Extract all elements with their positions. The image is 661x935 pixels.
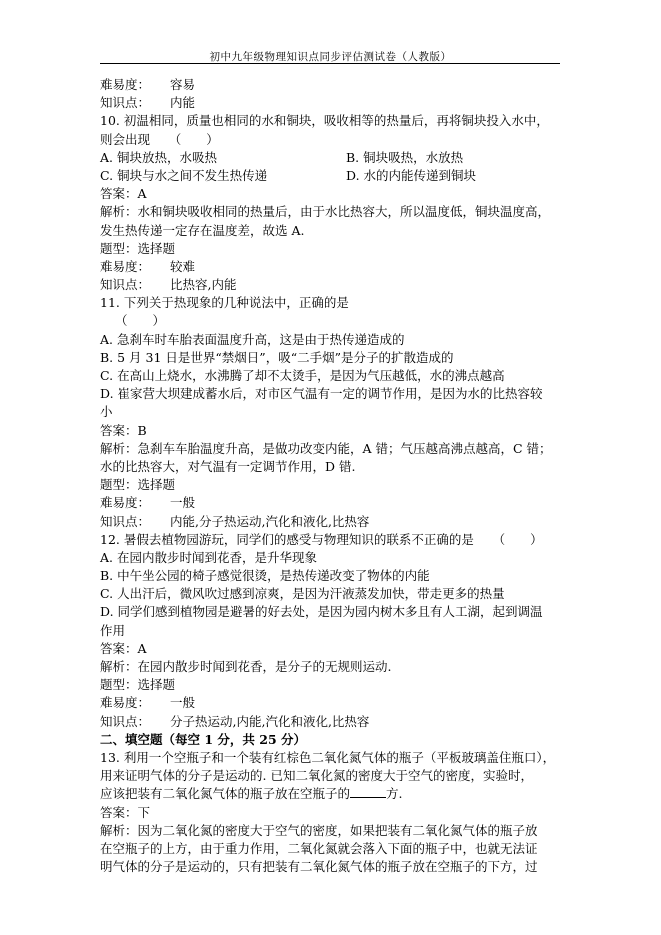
- q10-analysis-line2: 发生热传递一定存在温度差，故选 A.: [100, 222, 305, 238]
- q10-option-a: A. 铜块放热，水吸热: [100, 149, 217, 165]
- q11-option-d-line2: 小: [100, 404, 113, 420]
- q10-answer: 答案：A: [100, 186, 147, 202]
- q11-stem-line2: （ ）: [115, 313, 166, 329]
- q10-knowledge: 知识点： 比热容,内能: [100, 277, 237, 293]
- q13-stem-line1: 13. 利用一个空瓶子和一个装有红棕色二氧化氮气体的瓶子（平板玻璃盖住瓶口），: [100, 749, 556, 765]
- q11-analysis-line1: 解析：急刹车车胎温度升高，是做功改变内能，A 错；气压越高沸点越高，C 错；: [100, 440, 552, 456]
- q11-analysis-line2: 水的比热容大，对气温有一定调节作用，D 错.: [100, 458, 356, 474]
- q9-knowledge: 知识点： 内能: [100, 95, 196, 111]
- q13-stem-line3: 应该把装有二氧化氮气体的瓶子放在空瓶子的 方.: [100, 786, 403, 802]
- q10-options-ab: [100, 149, 565, 167]
- q12-analysis: 解析：在园内散步时闻到花香，是分子的无规则运动.: [100, 659, 392, 674]
- document-body: [100, 76, 565, 876]
- q11-stem-line1: 11. 下列关于热现象的几种说法中，正确的是: [100, 295, 349, 311]
- q10-option-d: D. 水的内能传递到铜块: [346, 167, 477, 183]
- q12-option-a: A. 在园内散步时闻到花香，是升华现象: [100, 549, 317, 565]
- answer-blank: [350, 785, 386, 798]
- q12-option-b: B. 中午坐公园的椅子感觉很烫，是热传递改变了物体的内能: [100, 568, 430, 584]
- q12-stem: 12. 暑假去植物园游玩，同学们的感受与物理知识的联系不正确的是 （ ）: [100, 531, 543, 547]
- q13-analysis-line2: 在空瓶子的上方，由于重力作用，二氧化氮就会落入下面的瓶子中，也就无法证: [100, 840, 538, 856]
- q11-type: 题型：选择题: [100, 477, 176, 493]
- q12-difficulty: 难易度： 一般: [100, 695, 196, 711]
- section-title-fill-in: 二、填空题（每空 1 分，共 25 分）: [100, 731, 307, 747]
- q10-option-c: C. 铜块与水之间不发生热传递: [100, 167, 268, 183]
- q9-difficulty: 难易度： 容易: [100, 77, 196, 92]
- q13-answer: 答案：下: [100, 804, 151, 820]
- q12-option-d-line1: D. 同学们感到植物园是避暑的好去处，是因为园内树木多且有人工湖，起到调温: [100, 604, 543, 620]
- q12-type: 题型：选择题: [100, 677, 176, 693]
- q10-difficulty: 难易度： 较难: [100, 258, 196, 274]
- header-rule: [100, 63, 560, 64]
- q12-answer: 答案：A: [100, 640, 147, 656]
- q11-knowledge: 知识点： 内能,分子热运动,汽化和液化,比热容: [100, 513, 370, 529]
- q12-option-c: C. 人出汗后，微风吹过感到凉爽，是因为汗液蒸发加快，带走更多的热量: [100, 586, 505, 602]
- q10-stem-line2: 则会出现 （ ）: [100, 131, 219, 147]
- q12-knowledge: 知识点： 分子热运动,内能,汽化和液化,比热容: [100, 713, 370, 729]
- q11-option-a: A. 急刹车时车胎表面温度升高，这是由于热传递造成的: [100, 331, 405, 347]
- q10-type: 题型：选择题: [100, 240, 176, 256]
- q11-option-c: C. 在高山上烧水，水沸腾了却不太烫手，是因为气压越低，水的沸点越高: [100, 368, 505, 383]
- q11-option-d-line1: D. 崔家营大坝建成蓄水后，对市区气温有一定的调节作用，是因为水的比热容较: [100, 386, 543, 402]
- q13-analysis-line1: 解析：因为二氧化氮的密度大于空气的密度，如果把装有二氧化氮气体的瓶子放: [100, 822, 538, 838]
- q10-options-cd: [100, 167, 565, 185]
- q13-stem-line2: 用来证明气体的分子是运动的. 已知二氧化氮的密度大于空气的密度，实验时，: [100, 768, 533, 784]
- q10-analysis-line1: 解析：水和铜块吸收相同的热量后，由于水比热容大，所以温度低，铜块温度高，: [100, 204, 551, 220]
- q10-stem-line1: 10. 初温相同，质量也相同的水和铜块，吸收相等的热量后，再将铜块投入水中，: [100, 113, 549, 129]
- q11-difficulty: 难易度： 一般: [100, 495, 196, 511]
- q12-option-d-line2: 作用: [100, 622, 126, 638]
- q11-option-b: B. 5 月 31 日是世界“禁烟日”，吸“二手烟”是分子的扩散造成的: [100, 349, 454, 365]
- q11-answer: 答案：B: [100, 422, 147, 438]
- q13-analysis-line3: 明气体的分子是运动的，只有把装有二氧化氮气体的瓶子放在空瓶子的下方，过: [100, 859, 538, 875]
- q10-option-b: B. 铜块吸热，水放热: [346, 149, 464, 165]
- page-header: 初中九年级物理知识点同步评估测试卷（人教版）: [209, 51, 452, 63]
